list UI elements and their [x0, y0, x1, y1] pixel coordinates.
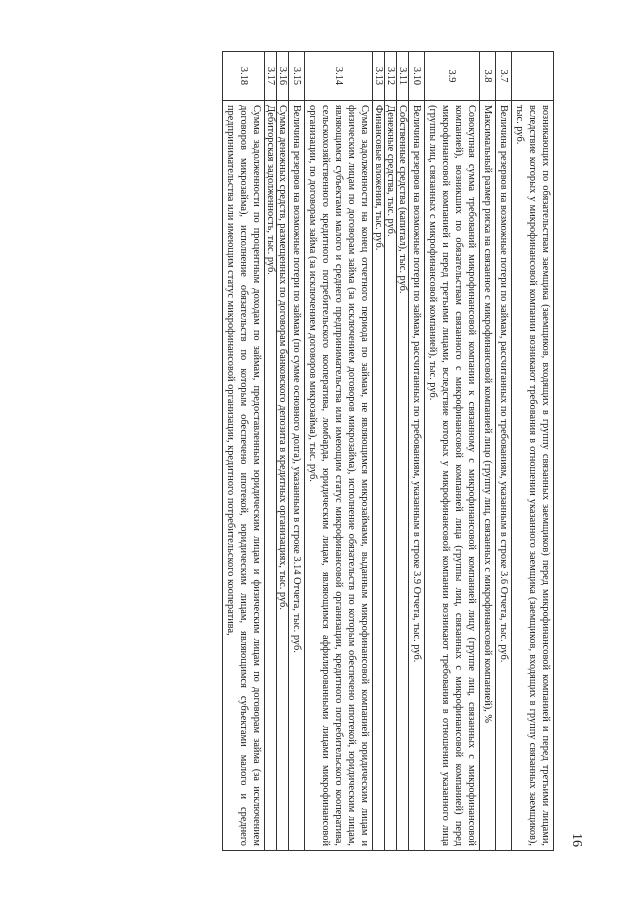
row-number: 3.14: [305, 51, 373, 100]
table-row: [512, 51, 554, 850]
row-number: 3.11: [397, 51, 409, 100]
row-number: 3.13: [373, 51, 385, 100]
table-row: [223, 51, 265, 850]
row-description: Совокупная сумма требований микрофинансовой компании к связанному с микрофинансовой компанией лицу (группе лиц, связанных с микрофинансовой компанией), возникших по обязательствам связанного с микрофинансовой компанией лица (группы лиц, связанных с микрофинансовой компанией) перед микрофинансовой компанией и перед третьими лицами, вследствие которых у микрофинансовой компании возникают требования в отношении указанного лица (группы лиц, связанных с микрофинансовой компанией), тыс. руб.: [425, 100, 480, 850]
table-row: [496, 51, 512, 850]
page-number: 16: [569, 832, 584, 847]
row-number: [512, 51, 554, 100]
row-description: Дебиторская задолженность, тыс. руб.: [265, 100, 277, 850]
table-row: [409, 51, 425, 850]
row-number: 3.8: [480, 51, 496, 100]
row-description: Сумма денежных средств, размещенных по договорам банковского депозита в кредитных организациях, тыс. руб.: [277, 100, 289, 850]
row-description: Сумма задолженности на конец отчетного периода по займам, не являющимся микрозаймами, выданным микрофинансовой компанией юридическим лицам и физическим лицам по договорам займа (за исключением договоров микрозайма), исполнение обязательств по которым обеспечено ипотекой, юридическим лицам, являющимся субъектами малого и среднего предпринимательства или имеющим статус микрофинансовой организации, кредитного потребительского кооператива, сельскохозяйственного кредитного потребительского кооператива, ломбарда, юридическим лицам, являющимся аффилированными лицами микрофинансовой организации, по договорам займа (за исключением договоров микрозайма), тыс. руб.: [305, 100, 373, 850]
row-number: 3.9: [425, 51, 480, 100]
table-row: [397, 51, 409, 850]
row-number: 3.10: [409, 51, 425, 100]
row-number: 3.7: [496, 51, 512, 100]
row-description: Денежные средства, тыс. руб.: [385, 100, 397, 850]
table-row: [265, 51, 277, 850]
row-number: 3.15: [289, 51, 305, 100]
row-description: Максимальный размер риска на связанное с микрофинансовой компанией лицо (группу лиц, связанных с микрофинансовой компанией), %: [480, 100, 496, 850]
indicators-table: [222, 51, 554, 851]
row-number: 3.12: [385, 51, 397, 100]
row-description: Финансовые вложения, тыс. руб.: [373, 100, 385, 850]
row-description: Величина резервов на возможные потери по займам, рассчитанных по требованиям, указанным в строке 3.9 Отчета, тыс. руб.: [409, 100, 425, 850]
row-description: Величина резервов на возможные потери по займам, рассчитанных по требованиям, указанным в строке 3.6 Отчета, тыс. руб.: [496, 100, 512, 850]
row-number: 3.17: [265, 51, 277, 100]
table-row: [305, 51, 373, 850]
row-description: Величина резервов на возможные потери по займам (по сумме основного долга), указанным в строке 3.14 Отчета, тыс. руб.: [289, 100, 305, 850]
table-row: [425, 51, 480, 850]
table-row: [385, 51, 397, 850]
row-description: Собственные средства (капитал), тыс. руб.: [397, 100, 409, 850]
row-number: 3.18: [223, 51, 265, 100]
table-row: [277, 51, 289, 850]
row-description: возникающих по обязательствам заемщика (заемщиков, входящих в группу связанных заемщиков) перед микрофинансовой компанией и перед третьими лицами, вследствие которых у микрофинансовой компании возникают требования в отношении указанного заемщика (заемщиков, входящих в группу связанных заемщиков), тыс. руб.: [512, 100, 554, 850]
row-description: Сумма задолженности по процентным доходам по займам, предоставленным юридическим лицам и физическим лицам по договорам займа (за исключением договоров микрозайма), исполнение обязательств по которым обеспечено ипотекой, юридическим лицам, являющимся субъектами малого и среднего предпринимательства или имеющим статус микрофинансовой организации, кредитного потребительского кооператива,: [223, 100, 265, 850]
table-row: [289, 51, 305, 850]
indicators-table-body: [223, 51, 554, 850]
document-page: [40, 23, 600, 883]
row-number: 3.16: [277, 51, 289, 100]
table-row: [373, 51, 385, 850]
table-row: [480, 51, 496, 850]
